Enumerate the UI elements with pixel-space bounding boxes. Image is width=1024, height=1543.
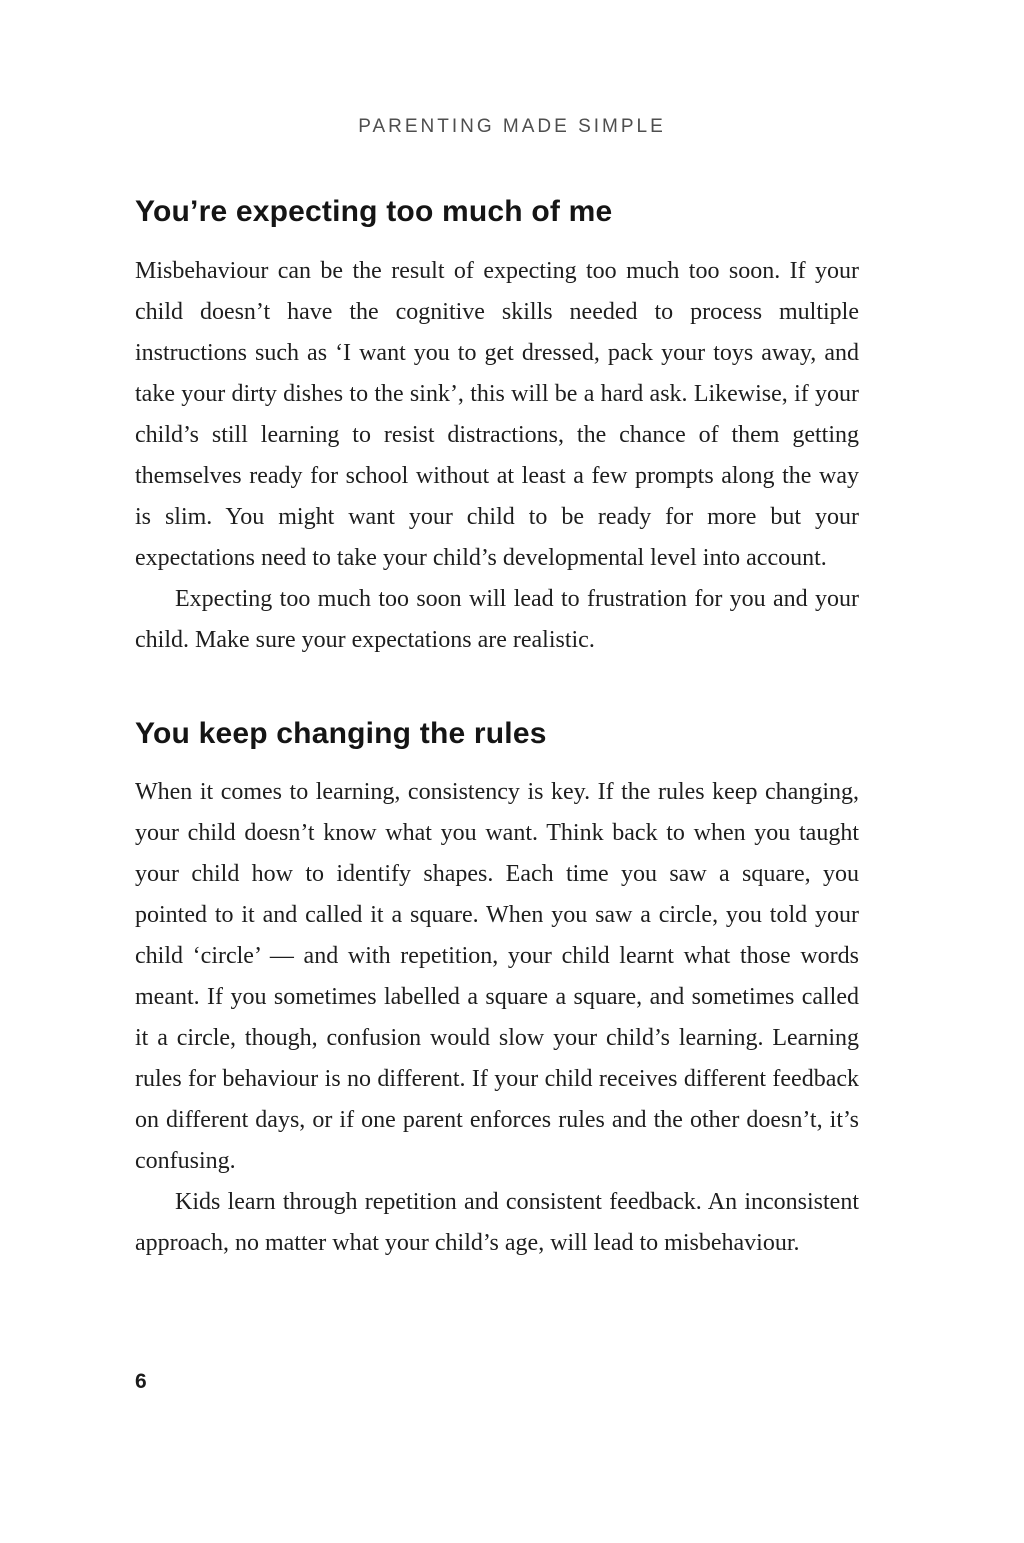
section-expecting-too-much bbox=[135, 193, 859, 661]
section-heading: You’re expecting too much of me bbox=[135, 195, 613, 228]
running-header: PARENTING MADE SIMPLE bbox=[358, 116, 666, 137]
page-content bbox=[135, 193, 859, 1264]
section-heading: You keep changing the rules bbox=[135, 716, 547, 750]
page-number: 6 bbox=[135, 1370, 147, 1393]
body-paragraph: When it comes to learning, consistency is key. If the rules keep changing, your child doesn’t know what you want. Think back to when you taught your child how to identify shapes. Each time you saw a square, you pointed to it and called it a square. When you saw a circle, you told your child ‘circle’ — and with repetition, your child learnt what those words meant. If you sometimes labelled a square a square, and sometimes called it a circle, though, confusion would slow your child’s learning. Learning rules for behaviour is no different. If your child receives different feedback on different days, or if one parent enforces rules and the other doesn’t, it’s confusing. bbox=[135, 779, 859, 1174]
body-paragraph: Misbehaviour can be the result of expecting too much too soon. If your child doesn’t have the cognitive skills needed to process multiple instructions such as ‘I want you to get dressed, pack your toys away, and take your dirty dishes to the sink’, this will be a hard ask. Likewise, if your child’s still learning to resist distractions, the chance of them getting themselves ready for school without at least a few prompts along the way is slim. You might want your child to be ready for more but your expectations need to take your child’s developmental level into account. bbox=[135, 257, 859, 571]
body-paragraph: Kids learn through repetition and consistent feedback. An inconsistent approach, no matter what your child’s age, will lead to misbehaviour. bbox=[135, 1189, 859, 1256]
body-paragraph: Expecting too much too soon will lead to frustration for you and your child. Make sure your expectations are realistic. bbox=[135, 585, 859, 653]
section-changing-the-rules bbox=[135, 715, 859, 1265]
